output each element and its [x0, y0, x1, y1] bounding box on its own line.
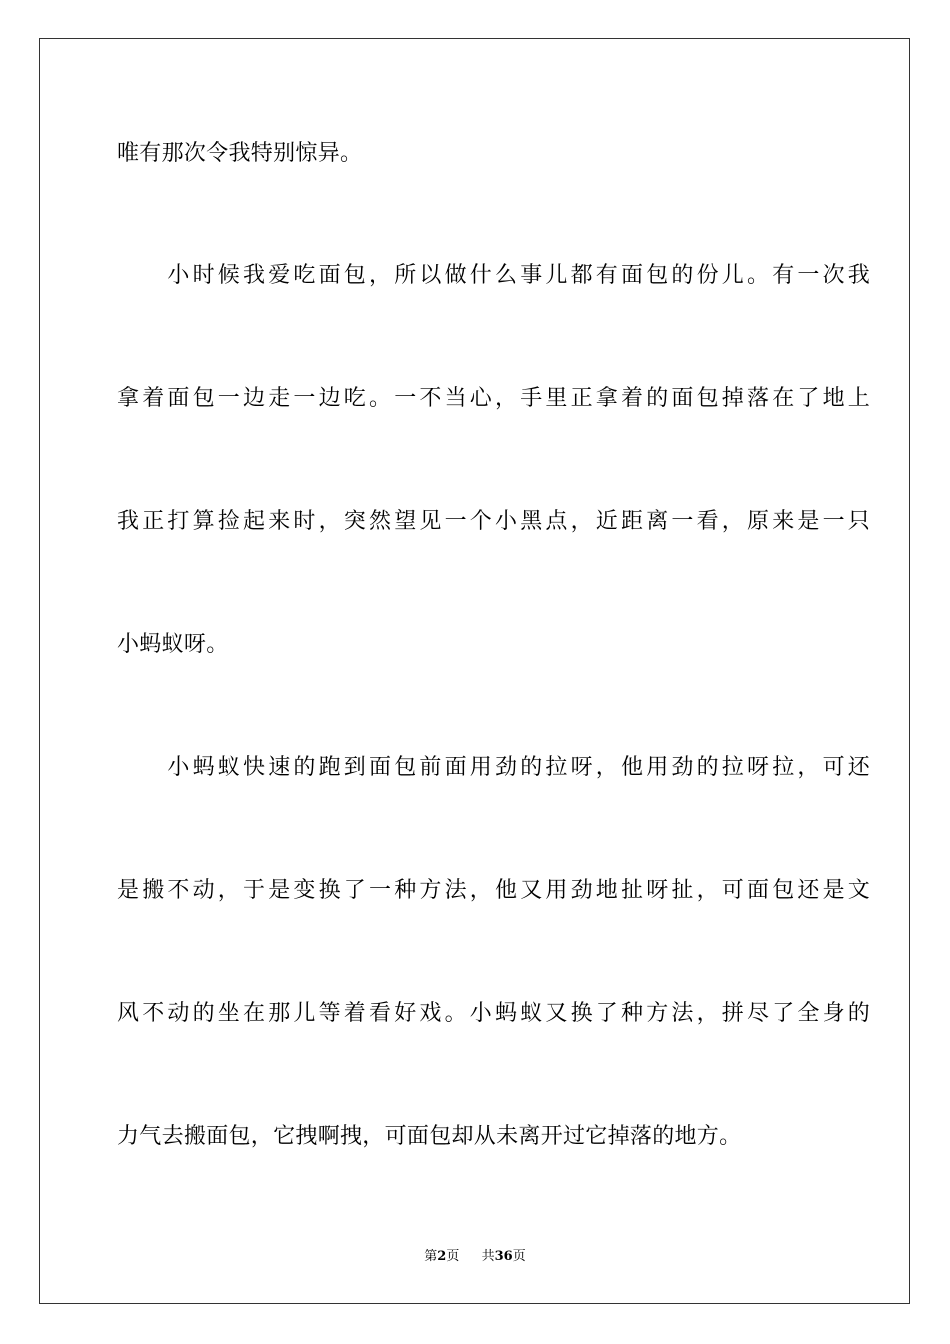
text-line-8: 风不动的坐在那儿等着看好戏。小蚂蚁又换了种方法，拼尽了全身的 [117, 1001, 874, 1026]
text-line-4: 我正打算捡起来时，突然望见一个小黑点，近距离一看，原来是一只 [117, 509, 874, 534]
text-line-7: 是搬不动，于是变换了一种方法，他又用劲地扯呀扯，可面包还是文 [117, 878, 874, 903]
page-prefix: 第 [424, 1249, 438, 1264]
text-line-2: 小时候我爱吃面包，所以做什么事儿都有面包的份儿。有一次我 [117, 263, 874, 288]
page-frame [39, 38, 910, 1304]
total-suffix: 页 [512, 1249, 526, 1264]
total-pages: 36 [494, 1249, 513, 1264]
text-line-3: 拿着面包一边走一边吃。一不当心，手里正拿着的面包掉落在了地上 [117, 386, 874, 411]
total-prefix: 共 [481, 1249, 495, 1264]
text-line-6: 小蚂蚁快速的跑到面包前面用劲的拉呀，他用劲的拉呀拉，可还 [117, 755, 874, 780]
text-line-9: 力气去搬面包，它拽啊拽，可面包却从未离开过它掉落的地方。 [117, 1124, 742, 1149]
page-number: 2 [437, 1249, 447, 1264]
text-line-1: 唯有那次令我特别惊异。 [117, 141, 363, 166]
text-line-5: 小蚂蚁呀。 [117, 632, 229, 657]
page-footer [0, 1248, 950, 1266]
page-suffix: 页 [446, 1249, 460, 1264]
